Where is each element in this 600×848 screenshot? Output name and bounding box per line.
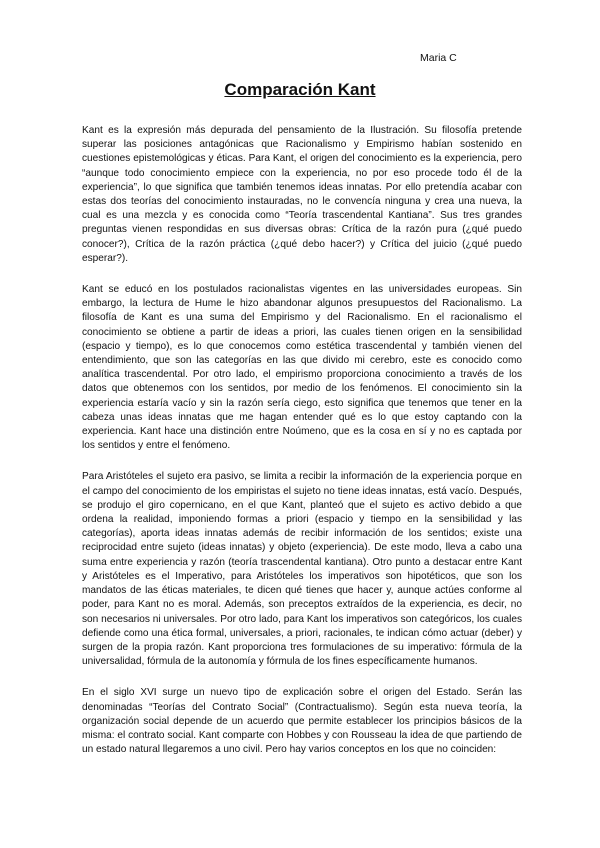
document-title: Comparación Kant — [224, 80, 376, 99]
author-name: Maria C — [420, 52, 457, 64]
paragraph-1: Kant es la expresión más depurada del pensamiento de la Ilustración. Su filosofía pretende superar las posiciones antagónicas que Racionalismo y Empirismo habían sostenido en cuestiones epistemológicas y éticas. Para Kant, el origen del conocimiento es la experiencia, pero “aunque todo conocimiento empiece con la experiencia, no por eso procede todo él de la experiencia”, lo que significa que también tenemos ideas innatas. Por ello pretendía acabar con estas dos teorías del conocimiento instauradas, no le convencía ninguna y crea una nueva, la cual es una mezcla y es conocida como “Teoría trascendental Kantiana”. Sus tres grandes preguntas vienen respondidas en sus diversas obras: Crítica de la razón pura (¿qué puedo conocer?), Crítica de la razón práctica (¿qué debo hacer?) y Crítica del juicio (¿qué puedo esperar?). — [82, 125, 522, 264]
paragraph-2: Kant se educó en los postulados racionalistas vigentes en las universidades europeas. Sin embargo, la lectura de Hume le hizo abandonar algunos presupuestos del Racionalismo. La filosofía de Kant es una suma del Empirismo y del Racionalismo. En el racionalismo el conocimiento se obtiene a partir de ideas a priori, las cuales tienen origen en la sensibilidad (espacio y tiempo), es lo que conocemos como estética trascendental y también vienen del entendimiento, que son las categorías en las que divido mi cerebro, este es conocido como analítica trascendental. Por otro lado, el empirismo proporciona conocimiento a través de los datos que obtenemos con los sentidos, por medio de los fenómenos. El conocimiento sin la experiencia estaría vacío y sin la razón sería ciego, esto significa que tenemos que tener en la cabeza unas ideas innatas que me hagan entender qué es lo que estoy captando con la experiencia. Kant hace una distinción entre Noúmeno, que es la cosa en sí y no es captada por los sentidos y entre el fenómeno. — [82, 284, 522, 452]
paragraph-4: En el siglo XVI surge un nuevo tipo de explicación sobre el origen del Estado. Serán las denominadas “Teorías del Contrato Social” (Contractualismo). Según esta nueva teoría, la organización social depende de un acuerdo que permite establecer los principios básicos de la misma: el contrato social. Kant comparte con Hobbes y con Rousseau la idea de que partiendo de un estado natural llegaremos a uno civil. Pero hay varios conceptos en los que no coinciden: — [82, 687, 522, 756]
paragraph-3: Para Aristóteles el sujeto era pasivo, se limita a recibir la información de la experiencia porque en el campo del conocimiento de los empiristas el sujeto no tiene ideas innatas, está vacío. Después, se produjo el giro copernicano, en el que Kant, planteó que el sujeto es activo debido a que ordena la realidad, imponiendo formas a priori (espacio y tiempo en la sensibilidad y las categorías), aporta ideas innatas además de recibir información de los sentidos; existe una reciprocidad entre sujeto (ideas innatas) y objeto (experiencia). De este modo, lleva a cabo una suma entre experiencia y razón (teoría trascendental kantiana). Otro punto a destacar entre Kant y Aristóteles es el Imperativo, para Aristóteles los imperativos son hipotéticos, que son los mandatos de las éticas materiales, te dicen qué tienes que hacer y, aunque actúes conforme al poder, para Kant no es moral. Además, son preceptos extraídos de la experiencia, es decir, no son necesarios ni universales. Por otro lado, para Kant los imperativos son categóricos, los cuales defiende como una ética formal, universales, a priori, racionales, te indican cómo actuar (deber) y surgen de la propia razón. Kant proporciona tres formulaciones de su imperativo: fórmula de la universalidad, fórmula de la autonomía y fórmula de los fines específicamente humanos. — [82, 471, 522, 668]
document-body — [82, 124, 522, 774]
